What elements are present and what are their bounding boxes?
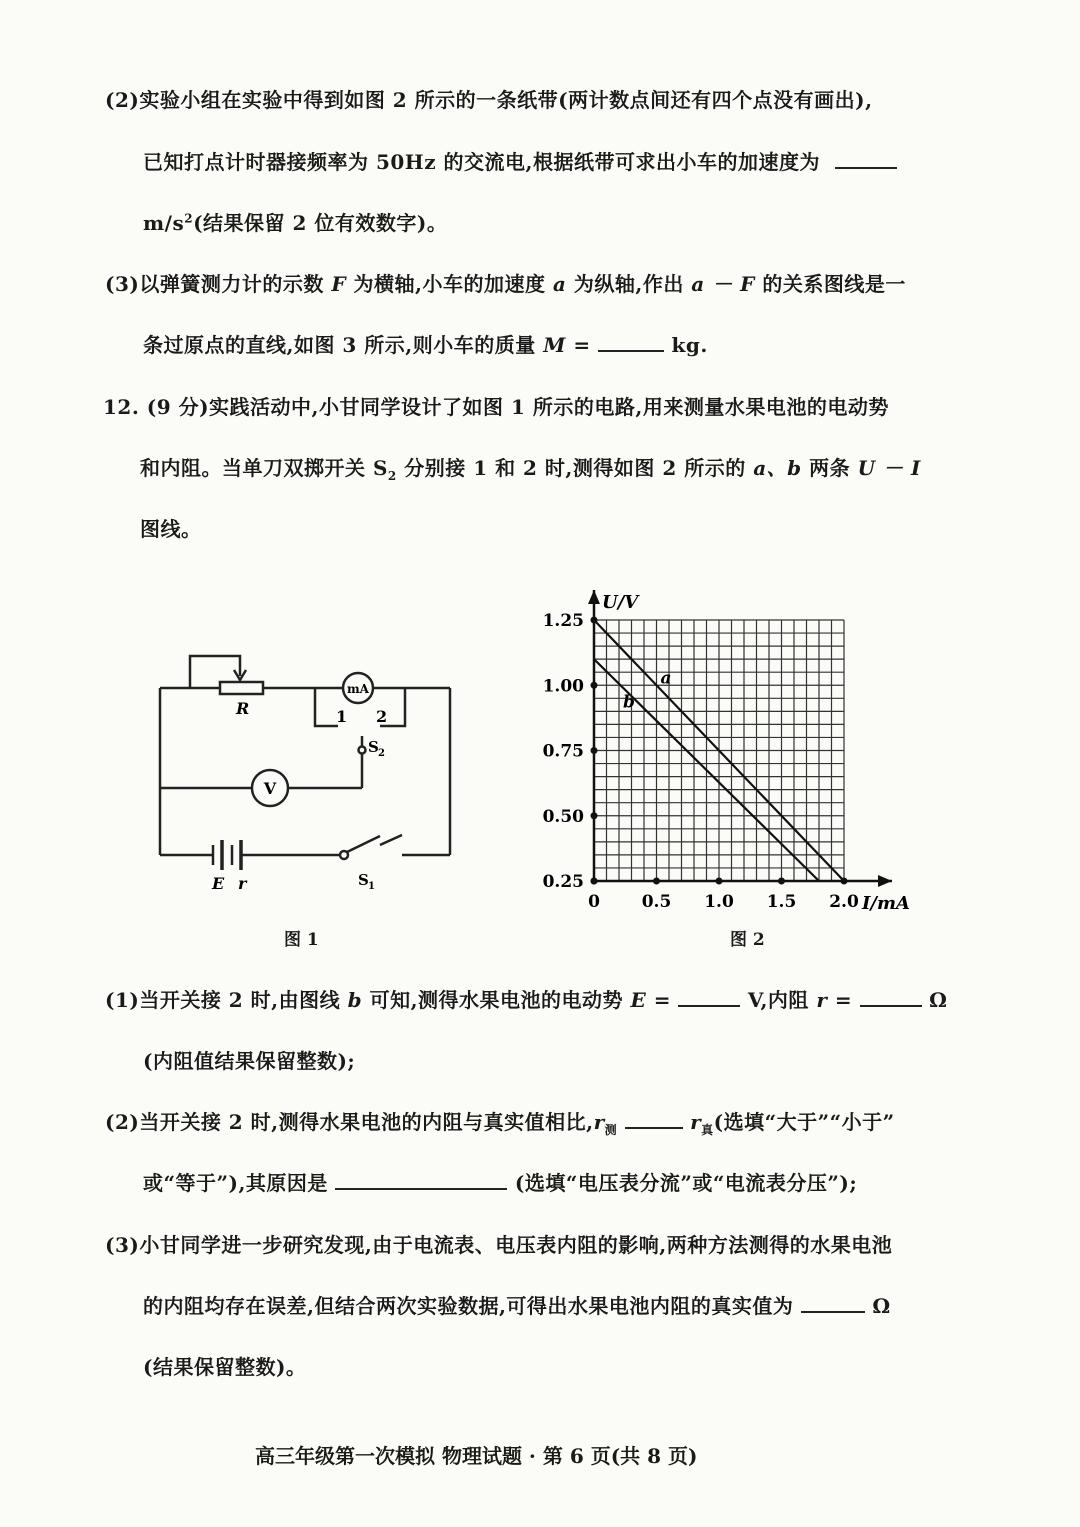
q12-s2-sub: 2 xyxy=(387,469,397,483)
r-measured: r xyxy=(593,1110,605,1134)
q12-part2-text-d: (选填“电压表分流”或“电流表分压”); xyxy=(514,1171,858,1195)
q12-part1-ohm: Ω xyxy=(929,988,948,1012)
q12-part1-var-b: b xyxy=(347,988,363,1012)
reason-answer-blank[interactable] xyxy=(335,1170,507,1190)
y-tick-label: 1.25 xyxy=(542,611,584,631)
q12-part2-text-b: (选填“大于”“小于” xyxy=(713,1110,895,1134)
switch-s2-label: S xyxy=(368,738,379,756)
switch-s2-sub: 2 xyxy=(378,748,385,759)
x-axis-label: I/mA xyxy=(862,893,911,914)
q12-line2 xyxy=(140,452,921,483)
y-tick-label: 1.00 xyxy=(542,676,584,697)
figure1-caption: 图 1 xyxy=(284,930,319,950)
x-tick-label: 0 xyxy=(588,892,600,912)
r-measured-sub: 测 xyxy=(604,1123,618,1137)
wire-pos1 xyxy=(315,688,338,726)
q12-part2-text-c: 或“等于”),其原因是 xyxy=(143,1171,328,1195)
x-tick-mark xyxy=(778,878,785,885)
q12-part3-line3: (结果保留整数)。 xyxy=(143,1355,307,1379)
x-tick-label: 0.5 xyxy=(641,892,672,912)
q11-part3-text-b: 为横轴,小车的加速度 xyxy=(353,272,546,296)
relation-a-F: a － F xyxy=(691,272,755,296)
y-tick-mark xyxy=(591,878,598,885)
x-tick-label: 1.0 xyxy=(704,892,734,912)
q12-part1-text-a: (1)当开关接 2 时,由图线 xyxy=(105,988,341,1012)
q12-part2-line1 xyxy=(105,1106,895,1138)
y-tick-label: 0.75 xyxy=(542,741,584,762)
q12-part1-line2: (内阻值结果保留整数); xyxy=(143,1049,356,1073)
q12-part2-text-a: (2)当开关接 2 时,测得水果电池的内阻与真实值相比, xyxy=(105,1110,594,1134)
graph-ticks xyxy=(543,611,859,912)
series-label-a: a xyxy=(660,668,672,689)
circuit-diagram xyxy=(140,640,470,900)
switch-pos1-label: 1 xyxy=(336,707,348,726)
q12-part1-var-r: r = xyxy=(816,988,853,1012)
q12-part1-var-E: E = xyxy=(630,988,671,1012)
rheostat-body xyxy=(220,682,263,694)
x-tick-label: 2.0 xyxy=(829,892,859,912)
q12-part1-text-b: 可知,测得水果电池的电动势 xyxy=(369,988,624,1012)
emf-answer-blank[interactable] xyxy=(678,987,740,1007)
page-footer: 高三年级第一次模拟 物理试题 · 第 6 页(共 8 页) xyxy=(255,1444,698,1468)
switch-pos2-label: 2 xyxy=(376,707,388,726)
milliammeter-label: mA xyxy=(346,682,370,696)
q12-part3-text: 的内阻均存在误差,但结合两次实验数据,可得出水果电池内阻的真实值为 xyxy=(143,1294,794,1318)
x-tick-mark xyxy=(653,878,660,885)
q11-part2-line2-text: 已知打点计时器接频率为 50Hz 的交流电,根据纸带可求出小车的加速度为 xyxy=(143,150,820,174)
q12-part2-line2 xyxy=(143,1167,857,1196)
switch-s1-pivot xyxy=(340,851,348,859)
switch-s1-label: S xyxy=(358,871,369,889)
y-tick-label: 0.50 xyxy=(542,806,584,827)
mass-answer-blank[interactable] xyxy=(598,332,664,352)
q12-text-b: 分别接 1 和 2 时,测得如图 2 所示的 xyxy=(404,456,746,480)
acceleration-note: (结果保留 2 位有效数字)。 xyxy=(193,211,448,235)
switch-s2-pivot xyxy=(359,747,366,754)
y-axis-label: U/V xyxy=(602,592,639,613)
r-true: r xyxy=(690,1110,702,1134)
emf-label: E xyxy=(212,874,225,893)
figure2-caption: 图 2 xyxy=(730,930,765,950)
q11-part3-text-e: 条过原点的直线,如图 3 所示,则小车的质量 xyxy=(143,333,536,357)
var-M: M = xyxy=(543,333,591,357)
q12-line1: 12. (9 分)实践活动中,小甘同学设计了如图 1 所示的电路,用来测量水果电池的电动势 xyxy=(103,395,889,419)
switch-s1-sub: 1 xyxy=(368,881,375,892)
q12-part1-line1 xyxy=(105,984,947,1013)
ui-graph xyxy=(530,578,930,918)
q12-part3-ohm: Ω xyxy=(872,1294,891,1318)
q12-text-c: 两条 xyxy=(809,456,851,480)
q11-part2-line1: (2)实验小组在实验中得到如图 2 所示的一条纸带(两计数点间还有四个点没有画出), xyxy=(105,88,873,112)
rheostat-label: R xyxy=(236,699,250,718)
comparison-answer-blank[interactable] xyxy=(625,1109,683,1129)
y-tick-mark xyxy=(591,617,598,624)
var-a: a xyxy=(552,272,567,296)
q12-var-ui: U － I xyxy=(857,456,921,480)
internal-resistance-label: r xyxy=(238,874,247,893)
r-true-sub: 真 xyxy=(701,1123,714,1137)
q11-part2-line2 xyxy=(143,146,897,175)
q11-part3-line2 xyxy=(143,329,708,358)
acceleration-answer-blank[interactable] xyxy=(835,149,897,169)
var-F: F xyxy=(331,272,347,296)
x-tick-label: 1.5 xyxy=(766,892,797,912)
q11-part2-line3 xyxy=(143,207,447,236)
x-tick-mark xyxy=(841,878,848,885)
x-tick-mark xyxy=(716,878,723,885)
q11-part3-text-d: 的关系图线是一 xyxy=(762,272,906,296)
resistance-answer-blank[interactable] xyxy=(860,987,922,1007)
switch-s1-lever xyxy=(347,836,380,852)
y-tick-mark xyxy=(591,812,598,819)
y-tick-label: 0.25 xyxy=(542,872,584,892)
q12-part3-line1: (3)小甘同学进一步研究发现,由于电流表、电压表内阻的影响,两种方法测得的水果电池 xyxy=(105,1233,893,1257)
series-label-b: b xyxy=(623,692,635,713)
q12-var-ab: a、b xyxy=(753,456,802,480)
switch-s1-blade xyxy=(380,835,402,845)
acceleration-unit-exp: 2 xyxy=(184,211,194,226)
q12-part1-text-c: V,内阻 xyxy=(747,988,809,1012)
q12-line3: 图线。 xyxy=(140,517,202,541)
mass-unit: kg. xyxy=(671,333,708,357)
q11-part3-text-c: 为纵轴,作出 xyxy=(573,272,684,296)
voltmeter-label: V xyxy=(263,779,277,798)
q11-part3-text-a: (3)以弹簧测力计的示数 xyxy=(105,272,324,296)
y-axis-arrow xyxy=(588,590,600,604)
q12-part3-line2 xyxy=(143,1290,891,1319)
acceleration-unit: m/s xyxy=(143,211,185,235)
true-resistance-answer-blank[interactable] xyxy=(801,1293,865,1313)
y-tick-mark xyxy=(591,747,598,754)
x-axis-arrow xyxy=(878,875,892,887)
q12-text-a: 和内阻。当单刀双掷开关 S xyxy=(140,456,388,480)
q11-part3-line1 xyxy=(105,268,906,297)
y-tick-mark xyxy=(591,682,598,689)
